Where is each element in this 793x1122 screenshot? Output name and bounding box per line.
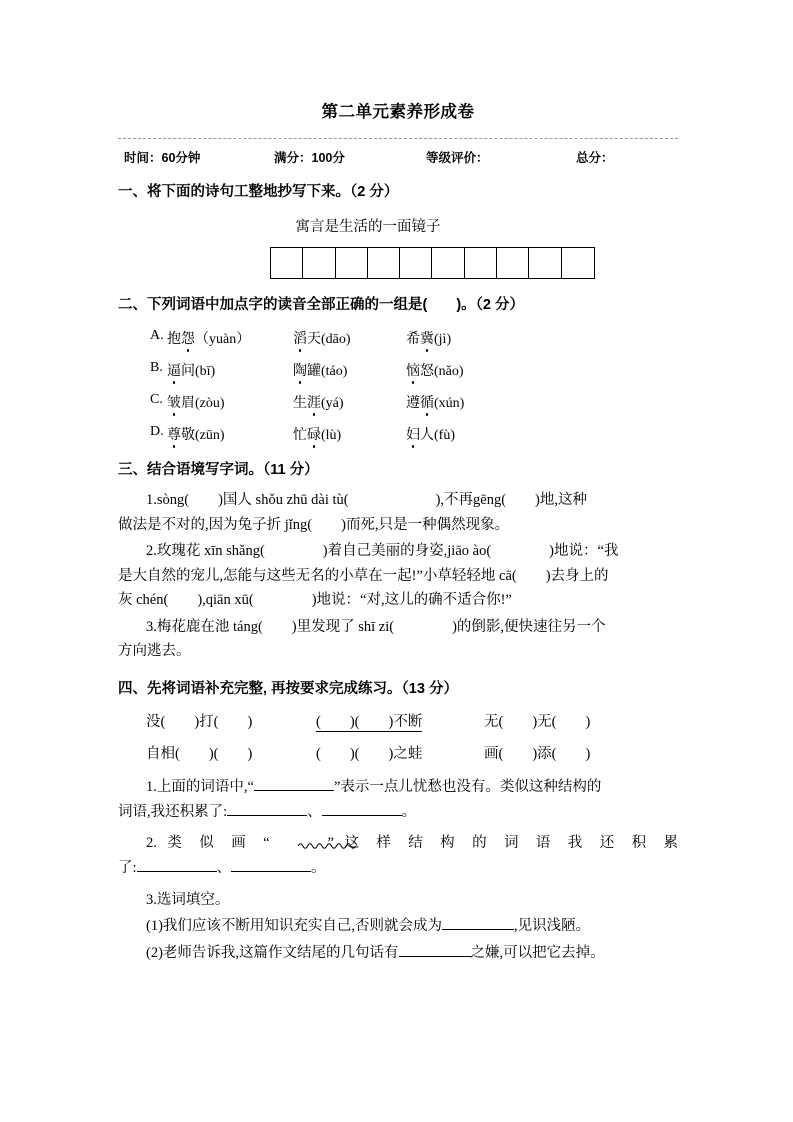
section-1-heading: 一、将下面的诗句工整地抄写下来。（2 分） [118, 183, 399, 200]
section-3-q2-line1[interactable]: 2.玫瑰花 xīn shǎng( )着自己美丽的身姿,jiāo ào( )地说：“我 [146, 543, 619, 560]
word-prefix: 遵 [406, 395, 420, 411]
handwriting-grid[interactable] [270, 247, 595, 279]
section-3-q2-line2[interactable]: 是大自然的宠儿,怎能与这些无名的小草在一起!”小草轻轻地 cā( )去身上的 [118, 567, 609, 584]
q3-1-blank[interactable] [442, 929, 514, 930]
dotted-emphasis-char: 妇 [406, 424, 420, 444]
q1-separator-1: 、 [307, 803, 322, 820]
q2-post-text: ” 这 样 结 构 的 词 语 我 还 积 累 [327, 835, 678, 852]
q2-extra-blank-1[interactable] [137, 871, 217, 872]
section-2-heading: 二、下列词语中加点字的读音全部正确的一组是( )。（2 分） [118, 297, 524, 314]
word-pinyin: (nǎo) [434, 363, 464, 379]
q1-answer-blank[interactable] [254, 790, 334, 791]
q2-prefix-text: 2. 类 似 画 “ [146, 835, 270, 852]
word-pinyin: (táo) [321, 363, 348, 379]
section-1-grid-wrap [118, 247, 678, 279]
idiom-row[interactable] [118, 710, 678, 731]
dotted-emphasis-char: 冀 [420, 328, 434, 348]
word-suffix: 天 [307, 331, 321, 347]
dotted-emphasis-char: 尊 [167, 424, 181, 444]
meta-total-score: 满分：100分 [274, 150, 345, 165]
option-word [406, 392, 516, 412]
option-word [293, 328, 406, 348]
option-row[interactable] [118, 424, 678, 444]
word-pinyin: (xún) [434, 395, 465, 411]
grid-cell[interactable] [400, 248, 432, 278]
grid-cell[interactable] [303, 248, 335, 278]
section-3-q3-line2[interactable]: 方向逃去。 [118, 643, 191, 660]
grid-cell[interactable] [432, 248, 464, 278]
exam-paper-page [118, 0, 678, 964]
idiom-blank-group[interactable] [316, 742, 484, 763]
option-label: B. [150, 359, 163, 375]
grid-cell[interactable] [497, 248, 529, 278]
section-3-q1-line1[interactable]: 1.sòng( )国人 shǒu zhū dài tù( ),不再gēng( )地,这种 [146, 492, 587, 509]
option-label: D. [150, 423, 164, 439]
dotted-emphasis-char: 逼 [167, 360, 181, 380]
word-prefix: 生 [293, 395, 307, 411]
option-word [293, 424, 406, 444]
word-pinyin: (lù) [321, 427, 342, 443]
option-word [167, 392, 293, 412]
q2-line2-end: 。 [311, 860, 326, 877]
dotted-emphasis-char: 怨 [181, 328, 195, 348]
section-4-q3-item1[interactable] [118, 915, 678, 937]
word-pinyin: (dāo) [321, 331, 351, 347]
option-row[interactable] [118, 360, 678, 380]
q3-1-post: ,见识浅陋。 [514, 918, 591, 935]
idiom-text: 自相( )( ) [146, 746, 253, 763]
section-4-q3-item2[interactable] [118, 942, 678, 964]
option-word [406, 424, 516, 444]
section-4-q2-line1[interactable] [118, 832, 678, 855]
meta-grade-rating: 等级评价： [426, 150, 489, 165]
q2-separator-1: 、 [216, 860, 232, 877]
word-suffix: 眉 [181, 395, 195, 411]
q3-2-post: 之嫌,可以把它去掉。 [470, 944, 605, 961]
section-3-q2-line3[interactable]: 灰 chén( ),qiān xū( )地说：“对,这儿的确不适合你!” [118, 592, 512, 609]
option-row[interactable] [118, 392, 678, 412]
option-word [293, 360, 406, 380]
dotted-emphasis-char: 碌 [307, 424, 321, 444]
word-suffix: 问 [181, 363, 195, 379]
section-4-q3-heading: 3.选词填空。 [146, 891, 230, 908]
dotted-emphasis-char: 皱 [167, 392, 181, 412]
idiom-row[interactable] [118, 742, 678, 763]
section-4-heading: 四、先将词语补充完整, 再按要求完成练习。（13 分） [118, 680, 458, 697]
section-3-q3-line1[interactable]: 3.梅花鹿在池 táng( )里发现了 shī zi( )的倒影,便快速往另一个 [146, 618, 606, 635]
header-divider [118, 138, 678, 139]
q2-line2-prefix: 了: [118, 860, 137, 877]
section-3-heading: 三、结合语境写字词。（11 分） [118, 461, 319, 478]
section-4-q1-line2[interactable] [118, 801, 678, 823]
word-pinyin: (bī) [195, 363, 216, 379]
option-word [167, 424, 293, 444]
word-pinyin: （yuàn） [195, 331, 251, 347]
word-prefix: 抱 [167, 331, 181, 347]
idiom-text: ( )( )不断 [316, 714, 423, 731]
word-suffix: 人 [420, 427, 434, 443]
idiom-blank-group[interactable] [484, 742, 624, 763]
q1-extra-blank-2[interactable] [322, 815, 402, 816]
grid-cell[interactable] [368, 248, 400, 278]
section-1-sentence: 寓言是生活的一面镜子 [295, 219, 441, 236]
q2-extra-blank-2[interactable] [231, 871, 311, 872]
word-suffix: 敬 [181, 427, 195, 443]
wavy-underline-blank[interactable] [270, 835, 328, 849]
idiom-text: 没( )打( ) [146, 714, 253, 731]
dotted-emphasis-char: 陶 [293, 360, 307, 380]
q1-extra-blank-1[interactable] [227, 815, 307, 816]
grid-cell[interactable] [271, 248, 303, 278]
q1-mid-text: ”表示一点儿忧愁也没有。类似这种结构的 [333, 779, 602, 796]
grid-cell[interactable] [465, 248, 497, 278]
q1-line2-end: 。 [401, 803, 417, 820]
option-word [406, 360, 516, 380]
section-4-q1-line1[interactable] [118, 776, 678, 798]
q1-line2-prefix: 词语,我还积累了: [118, 803, 228, 820]
word-prefix: 忙 [293, 427, 307, 443]
grid-cell[interactable] [336, 248, 368, 278]
word-pinyin: (fù) [434, 427, 455, 443]
q1-prefix-text: 1.上面的词语中,“ [146, 779, 254, 796]
section-2-options [118, 328, 678, 444]
word-pinyin: (zūn) [195, 427, 225, 443]
meta-time: 时间：60分钟 [124, 150, 201, 165]
q3-2-blank[interactable] [399, 956, 471, 957]
word-pinyin: (jì) [434, 331, 452, 347]
word-pinyin: (zòu) [195, 395, 225, 411]
section-4-q2-line2[interactable] [118, 857, 678, 879]
word-suffix: 罐 [307, 363, 321, 379]
q3-2-prefix: (2)老师告诉我,这篇作文结尾的几句话有 [146, 944, 399, 961]
grid-cell[interactable] [562, 248, 594, 278]
dotted-emphasis-char: 涯 [307, 392, 321, 412]
grid-cell[interactable] [529, 248, 561, 278]
idiom-text: 画( )添( ) [484, 746, 591, 763]
option-word [167, 328, 293, 348]
section-4-idiom-table [118, 710, 678, 763]
idiom-blank-group[interactable] [146, 742, 316, 763]
dotted-emphasis-char: 循 [420, 392, 434, 412]
q3-1-prefix: (1)我们应该不断用知识充实自己,否则就会成为 [146, 918, 443, 935]
idiom-blank-group[interactable] [484, 710, 624, 731]
section-3-q1-line2[interactable]: 做法是不对的,因为兔子折 jǐng( )而死,只是一种偶然现象。 [118, 516, 510, 533]
idiom-text: 无( )无( ) [484, 714, 591, 731]
exam-meta-row [118, 148, 678, 166]
word-pinyin: (yá) [321, 395, 344, 411]
option-word [167, 360, 293, 380]
idiom-text: ( )( )之蛙 [316, 746, 423, 763]
option-word [406, 328, 516, 348]
word-prefix: 希 [406, 331, 420, 347]
idiom-blank-group[interactable] [146, 710, 316, 731]
idiom-blank-group[interactable] [316, 710, 484, 731]
dotted-emphasis-char: 恼 [406, 360, 420, 380]
option-word [293, 392, 406, 412]
option-label: C. [150, 391, 163, 407]
option-label: A. [150, 327, 164, 343]
dotted-emphasis-char: 滔 [293, 328, 307, 348]
option-row[interactable] [118, 328, 678, 348]
word-suffix: 怒 [420, 363, 434, 379]
page-title: 第二单元素养形成卷 [321, 103, 475, 121]
meta-final-score: 总分： [576, 150, 614, 165]
